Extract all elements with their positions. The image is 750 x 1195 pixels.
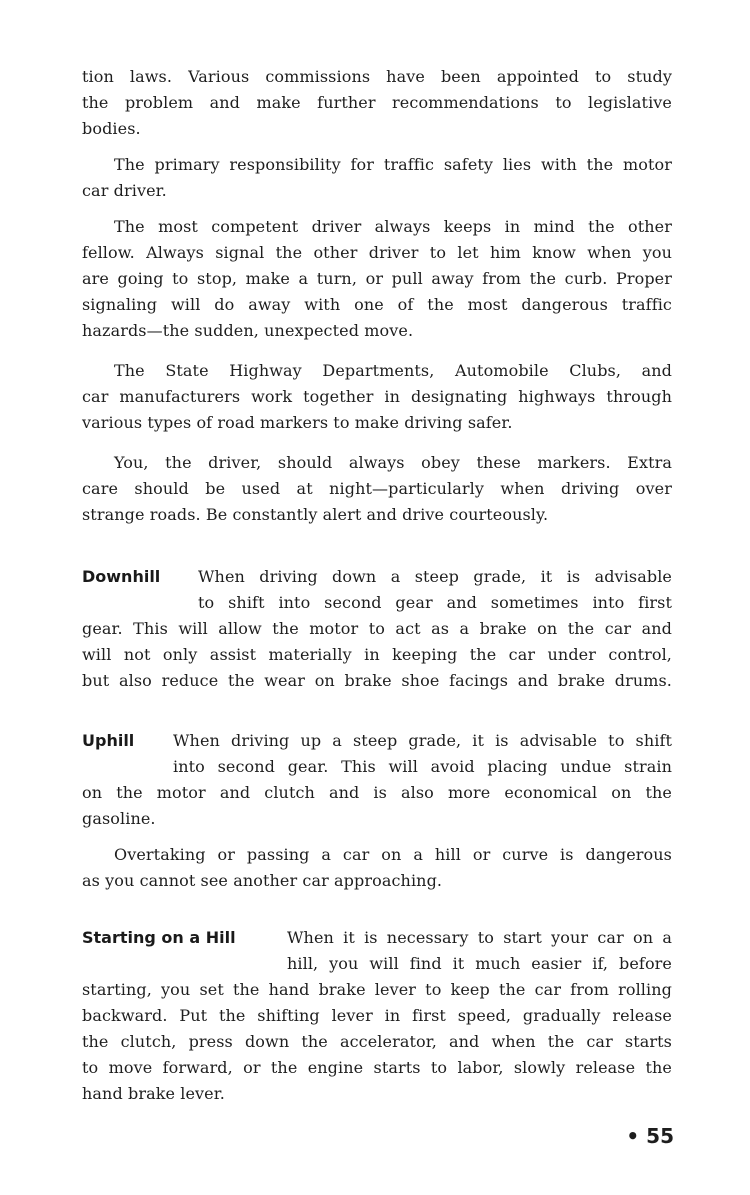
text-line: car driver. xyxy=(82,181,167,200)
text-line: signaling will do away with one of the most dangerous traffic xyxy=(82,295,672,314)
text-line: into second gear. This will avoid placing undue strain xyxy=(173,757,672,776)
paragraph xyxy=(82,450,672,528)
text-line: You, the driver, should always obey these markers. Extra xyxy=(114,453,672,472)
section-heading: Starting on a Hill xyxy=(82,928,236,947)
text-line: to move forward, or the engine starts to labor, slowly release the xyxy=(82,1058,672,1077)
section-uphill xyxy=(82,728,672,894)
page-number: • 55 xyxy=(626,1124,674,1148)
text-line: hand brake lever. xyxy=(82,1084,225,1103)
text-line: When it is necessary to start your car on a xyxy=(287,928,672,947)
paragraph xyxy=(82,152,672,204)
text-line: When driving down a steep grade, it is advisable xyxy=(198,567,672,586)
text-line: various types of road markers to make driving safer. xyxy=(82,413,513,432)
text-line: The most competent driver always keeps in mind the other xyxy=(114,217,672,236)
text-line: care should be used at night—particularly when driving over xyxy=(82,479,672,498)
text-line: the problem and make further recommendations to legislative xyxy=(82,93,672,112)
text-line: tion laws. Various commissions have been appointed to study xyxy=(82,67,672,86)
section-starting-on-a-hill xyxy=(82,925,672,1107)
text-line: on the motor and clutch and is also more economical on the xyxy=(82,783,672,802)
paragraph xyxy=(82,358,672,436)
text-line: hazards—the sudden, unexpected move. xyxy=(82,321,414,340)
text-line: hill, you will find it much easier if, before xyxy=(287,954,672,973)
text-line: gasoline. xyxy=(82,809,156,828)
text-line: fellow. Always signal the other driver to let him know when you xyxy=(82,243,672,262)
text-line: as you cannot see another car approaching. xyxy=(82,871,443,890)
text-line: but also reduce the wear on brake shoe facings and brake drums. xyxy=(82,671,672,690)
text-line: When driving up a steep grade, it is advisable to shift xyxy=(173,731,672,750)
section-downhill xyxy=(82,564,672,694)
section-heading: Uphill xyxy=(82,731,135,750)
text-line: bodies. xyxy=(82,119,141,138)
text-line: Overtaking or passing a car on a hill or curve is dangerous xyxy=(114,845,672,864)
text-line: backward. Put the shifting lever in first speed, gradually release xyxy=(82,1006,672,1025)
text-line: are going to stop, make a turn, or pull away from the curb. Proper xyxy=(82,269,672,288)
text-line: gear. This will allow the motor to act as a brake on the car and xyxy=(82,619,672,638)
page-body xyxy=(82,64,672,1107)
paragraph xyxy=(82,214,672,344)
text-line: will not only assist materially in keeping the car under control, xyxy=(82,645,672,664)
section-heading: Downhill xyxy=(82,567,161,586)
text-line: to shift into second gear and sometimes into first xyxy=(198,593,672,612)
text-line: starting, you set the hand brake lever to keep the car from rolling xyxy=(82,980,672,999)
text-line: The primary responsibility for traffic safety lies with the motor xyxy=(114,155,672,174)
paragraph xyxy=(82,64,672,142)
text-line: the clutch, press down the accelerator, and when the car starts xyxy=(82,1032,672,1051)
text-line: car manufacturers work together in designating highways through xyxy=(82,387,672,406)
text-line: The State Highway Departments, Automobile Clubs, and xyxy=(114,361,672,380)
text-line: strange roads. Be constantly alert and drive courteously. xyxy=(82,505,549,524)
